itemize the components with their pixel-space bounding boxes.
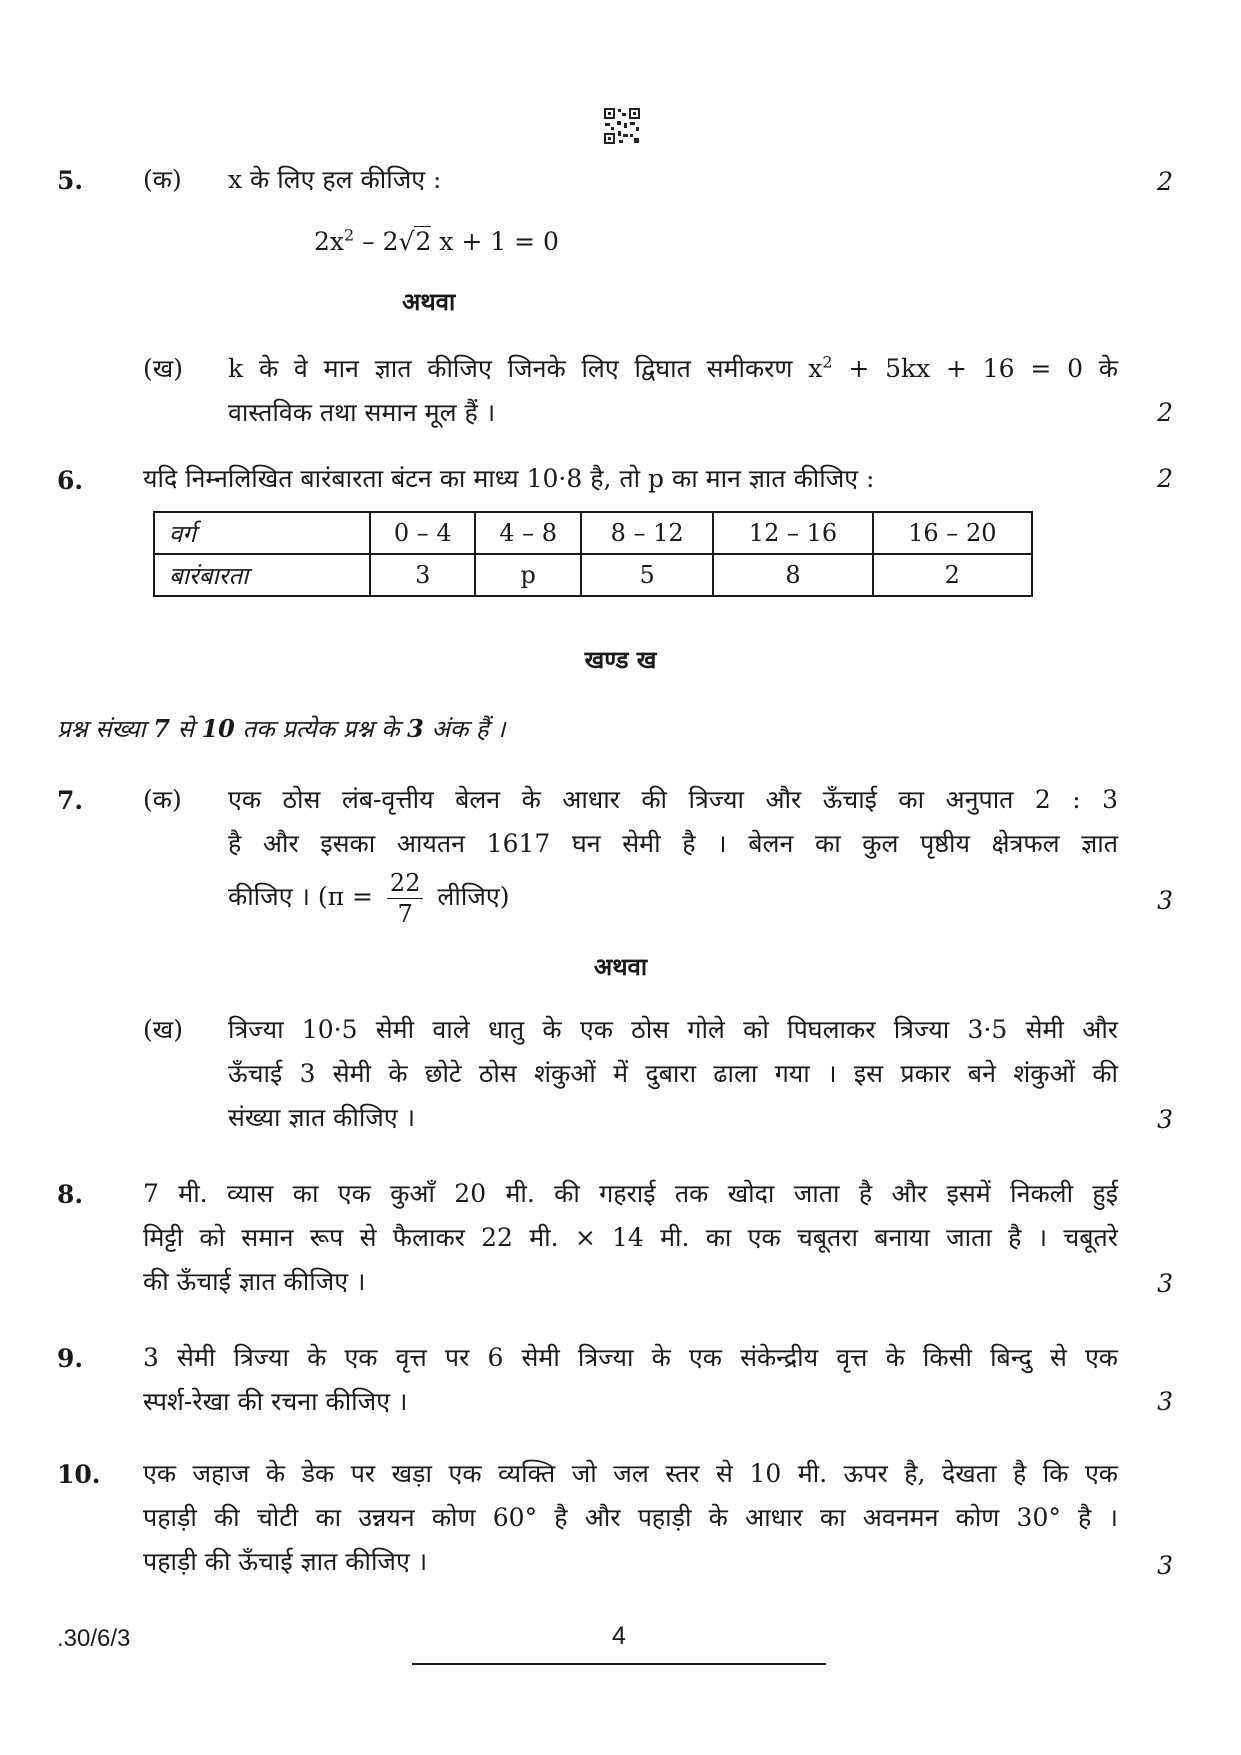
question-text xyxy=(143,1172,1118,1304)
text-line: 7 मी. व्यास का एक कुआँ 20 मी. की गहराई तक खोदा जाता है और इसमें निकली हुई xyxy=(143,1179,1118,1208)
question-number: 8. xyxy=(57,1180,84,1209)
question-text: x के लिए हल कीजिए : xyxy=(228,165,442,194)
table-cell: 12 – 16 xyxy=(713,512,872,554)
marks: 3 xyxy=(1157,1105,1173,1134)
fraction-denominator: 7 xyxy=(397,900,413,928)
or-separator: अथवा xyxy=(593,952,648,981)
question-number: 7. xyxy=(57,786,84,815)
marks: 2 xyxy=(1157,398,1173,427)
part-label: (क) xyxy=(143,785,182,814)
marks: 3 xyxy=(1157,1269,1173,1298)
exponent: 2 xyxy=(822,352,833,372)
text-line: स्पर्श-रेखा की रचना कीजिए । xyxy=(143,1387,408,1416)
equation-part: 2x xyxy=(314,227,345,256)
marks: 2 xyxy=(1157,167,1173,196)
paper-code: .30/6/3 xyxy=(57,1625,131,1652)
text-part: k के वे मान ज्ञात कीजिए जिनके लिए द्विघात समीकरण x xyxy=(228,354,823,383)
text-line: ऊँचाई 3 सेमी के छोटे ठोस शंकुओं में दुबारा ढाला गया । इस प्रकार बने शंकुओं की xyxy=(228,1059,1118,1088)
table-row-header: बारंबारता xyxy=(154,554,370,596)
question-text: यदि निम्नलिखित बारंबारता बंटन का माध्य 10·8 है, तो p का मान ज्ञात कीजिए : xyxy=(143,464,875,493)
fraction-numerator: 22 xyxy=(387,868,424,899)
table-row-header: वर्ग xyxy=(154,512,370,554)
section-instruction xyxy=(57,712,505,745)
text-line: पहाड़ी की चोटी का उन्नयन कोण 60° है और पहाड़ी के आधार का अवनमन कोण 30° है । xyxy=(143,1503,1118,1532)
text-part: 3 xyxy=(407,714,424,743)
text-part: + 5kx + 16 = 0 के xyxy=(832,354,1118,383)
table-cell: 5 xyxy=(581,554,713,596)
part-label: (ख) xyxy=(143,1015,183,1044)
text-line: संख्या ज्ञात कीजिए । xyxy=(228,1103,416,1132)
text-line: की ऊँचाई ज्ञात कीजिए । xyxy=(143,1267,366,1296)
section-title: खण्ड ख xyxy=(584,645,657,674)
question-number: 5. xyxy=(57,166,84,195)
sqrt-radicand: 2 xyxy=(415,227,432,256)
table-cell: 8 xyxy=(713,554,872,596)
text-line: 3 सेमी त्रिज्या के एक वृत्त पर 6 सेमी त्रिज्या के एक संकेन्द्रीय वृत्त के किसी बिन्दु से एक xyxy=(143,1343,1118,1372)
question-text xyxy=(228,1008,1118,1140)
text-line: एक जहाज के डेक पर खड़ा एक व्यक्ति जो जल स्तर से 10 मी. ऊपर है, देखता है कि एक xyxy=(143,1459,1118,1488)
table-cell: 3 xyxy=(370,554,475,596)
part-label: (क) xyxy=(143,165,182,194)
text-part: अंक हैं । xyxy=(423,715,506,743)
text-part: 7 xyxy=(153,714,170,743)
table-cell: p xyxy=(475,554,580,596)
or-separator: अथवा xyxy=(402,287,456,316)
table-cell: 4 – 8 xyxy=(475,512,580,554)
text-line: एक ठोस लंब-वृत्तीय बेलन के आधार की त्रिज्या और ऊँचाई का अनुपात 2 : 3 xyxy=(228,785,1118,814)
text-part: प्रश्न संख्या xyxy=(57,715,154,743)
footer-divider xyxy=(412,1663,826,1665)
question-number: 9. xyxy=(57,1344,84,1373)
marks: 2 xyxy=(1157,464,1173,493)
text-line: मिट्टी को समान रूप से फैलाकर 22 मी. × 14 मी. का एक चबूतरा बनाया जाता है । चबूतरे xyxy=(143,1223,1118,1252)
table-cell: 8 – 12 xyxy=(581,512,713,554)
table-row xyxy=(154,512,1032,554)
question-number: 6. xyxy=(57,466,84,495)
table-cell: 2 xyxy=(873,554,1032,596)
qr-code-icon xyxy=(603,107,641,145)
frequency-table xyxy=(153,511,1033,597)
page-number: 4 xyxy=(612,1622,626,1650)
exponent: 2 xyxy=(344,225,355,245)
table-cell: 0 – 4 xyxy=(370,512,475,554)
text-line: वास्तविक तथा समान मूल हैं । xyxy=(228,398,496,427)
equation-part: – 2 xyxy=(354,227,399,256)
question-text xyxy=(228,778,1118,929)
equation xyxy=(314,220,559,264)
text-part: से xyxy=(170,715,202,743)
question-text xyxy=(143,1452,1118,1584)
sqrt-symbol: √ xyxy=(398,227,415,256)
text-line: पहाड़ी की ऊँचाई ज्ञात कीजिए । xyxy=(143,1547,428,1576)
text-line: है और इसका आयतन 1617 घन सेमी है । बेलन का कुल पृष्ठीय क्षेत्रफल ज्ञात xyxy=(228,829,1118,858)
marks: 3 xyxy=(1157,1551,1173,1580)
text-part: 10 xyxy=(201,714,235,743)
question-text xyxy=(143,1336,1118,1424)
marks: 3 xyxy=(1157,1387,1173,1416)
text-part: तक प्रत्येक प्रश्न के xyxy=(234,715,408,743)
text-part: कीजिए । (π = xyxy=(228,882,381,911)
part-label: (ख) xyxy=(143,354,183,383)
equation-part: x + 1 = 0 xyxy=(431,227,559,256)
text-part: लीजिए) xyxy=(429,882,510,911)
table-row xyxy=(154,554,1032,596)
marks: 3 xyxy=(1157,886,1173,915)
question-number: 10. xyxy=(57,1460,101,1489)
table-cell: 16 – 20 xyxy=(873,512,1032,554)
text-line: त्रिज्या 10·5 सेमी वाले धातु के एक ठोस गोले को पिघलाकर त्रिज्या 3·5 सेमी और xyxy=(228,1015,1118,1044)
fraction xyxy=(387,868,424,929)
question-text xyxy=(228,347,1118,435)
